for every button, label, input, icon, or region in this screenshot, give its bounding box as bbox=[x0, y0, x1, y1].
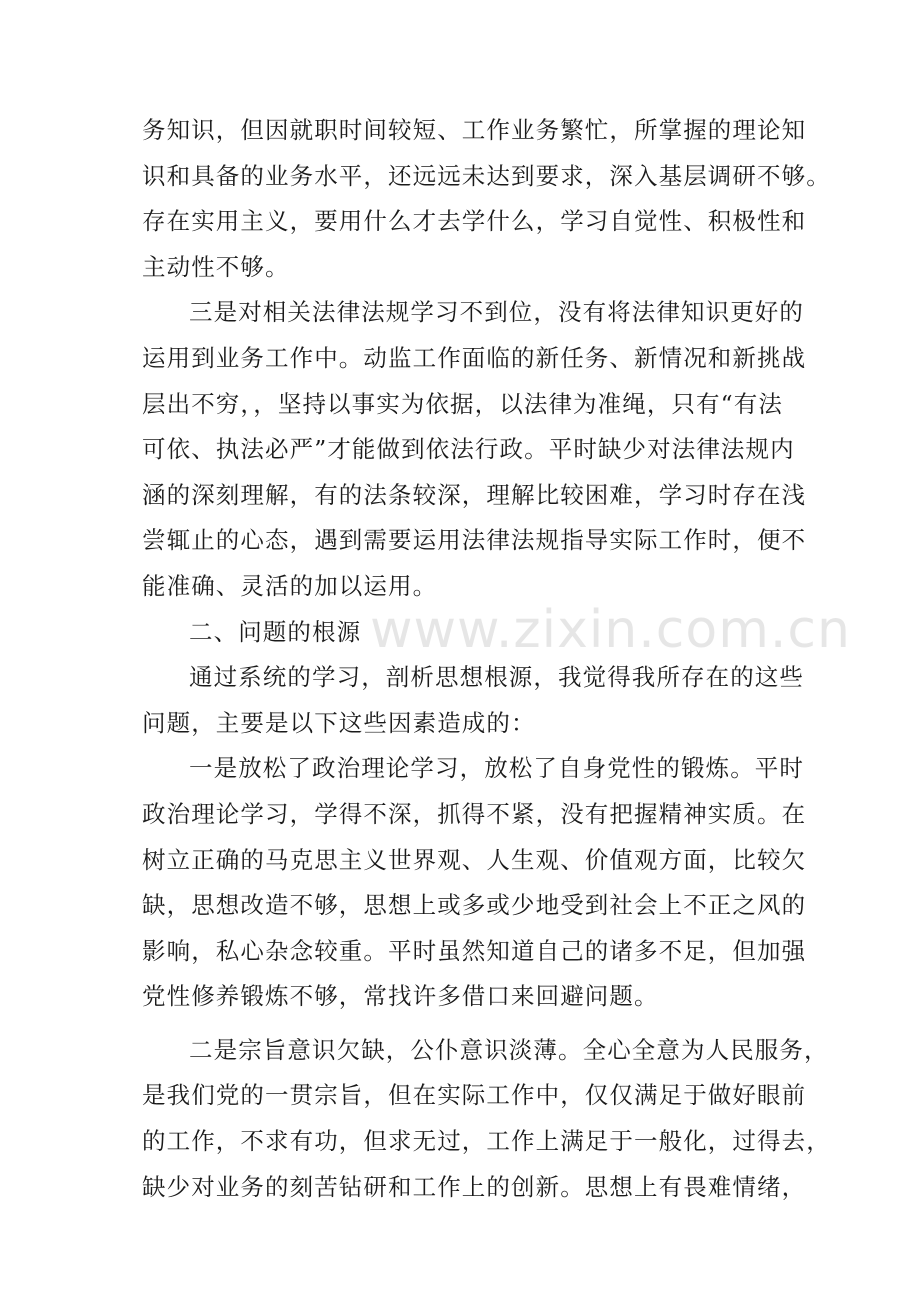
paragraph-law-study bbox=[142, 290, 807, 609]
text-line: 问题，主要是以下这些因素造成的： bbox=[142, 708, 536, 737]
paragraph-intro bbox=[142, 655, 804, 746]
text-line: 能准确、灵活的加以运用。 bbox=[142, 571, 438, 600]
text-line: 层出不穷，，坚持以事实为依据，以法律为准绳，只有“有法 bbox=[142, 389, 783, 418]
text-line: 三是对相关法律法规学习不到位，没有将法律知识更好的 bbox=[189, 298, 804, 327]
text-line: 是我们党的一贯宗旨，但在实际工作中，仅仅满足于做好眼前 bbox=[142, 1081, 807, 1110]
text-line: 通过系统的学习，剖析思想根源，我觉得我所存在的这些 bbox=[189, 663, 804, 692]
text-line: 一是放松了政治理论学习，放松了自身党性的锻炼。平时 bbox=[189, 754, 804, 783]
text-line: 涵的深刻理解，有的法条较深，理解比较困难，学习时存在浅 bbox=[142, 480, 807, 509]
paragraph-political-theory bbox=[142, 746, 807, 1020]
document-body bbox=[142, 108, 831, 1210]
text-line: 二是宗旨意识欠缺，公仆意识淡薄。全心全意为人民服务， bbox=[189, 1035, 829, 1064]
text-line: 主动性不够。 bbox=[142, 252, 290, 281]
text-line: 缺，思想改造不够，思想上或多或少地受到社会上不正之风的 bbox=[142, 891, 807, 920]
text-line: 影响，私心杂念较重。平时虽然知道自己的诸多不足，但加强 bbox=[142, 936, 807, 965]
watermark-text: www.zixin.com.cn bbox=[370, 600, 851, 660]
text-line: 可依、执法必严”才能做到依法行政。平时缺少对法律法规内 bbox=[142, 435, 795, 464]
paragraph-purpose-awareness bbox=[142, 1028, 831, 1210]
text-line: 运用到业务工作中。动监工作面临的新任务、新情况和新挑战 bbox=[142, 343, 807, 372]
text-line: 缺少对业务的刻苦钻研和工作上的创新。思想上有畏难情绪， bbox=[142, 1172, 807, 1201]
text-line: 识和具备的业务水平，还远远未达到要求，深入基层调研不够。 bbox=[142, 161, 831, 190]
section-heading: 二、问题的根源 bbox=[189, 617, 362, 646]
text-line: 树立正确的马克思主义世界观、人生观、价值观方面，比较欠 bbox=[142, 845, 807, 874]
text-line: 务知识，但因就职时间较短、工作业务繁忙，所掌握的理论知 bbox=[142, 116, 807, 144]
text-line: 政治理论学习，学得不深，抓得不紧，没有把握精神实质。在 bbox=[142, 799, 807, 828]
text-line: 存在实用主义，要用什么才去学什么，学习自觉性、积极性和 bbox=[142, 207, 807, 236]
text-line: 党性修养锻炼不够，常找许多借口来回避问题。 bbox=[142, 982, 659, 1011]
paragraph-continuation bbox=[142, 108, 831, 290]
text-line: 的工作，不求有功，但求无过，工作上满足于一般化，过得去， bbox=[142, 1127, 831, 1156]
text-line: 尝辄止的心态，遇到需要运用法律法规指导实际工作时，便不 bbox=[142, 526, 807, 555]
